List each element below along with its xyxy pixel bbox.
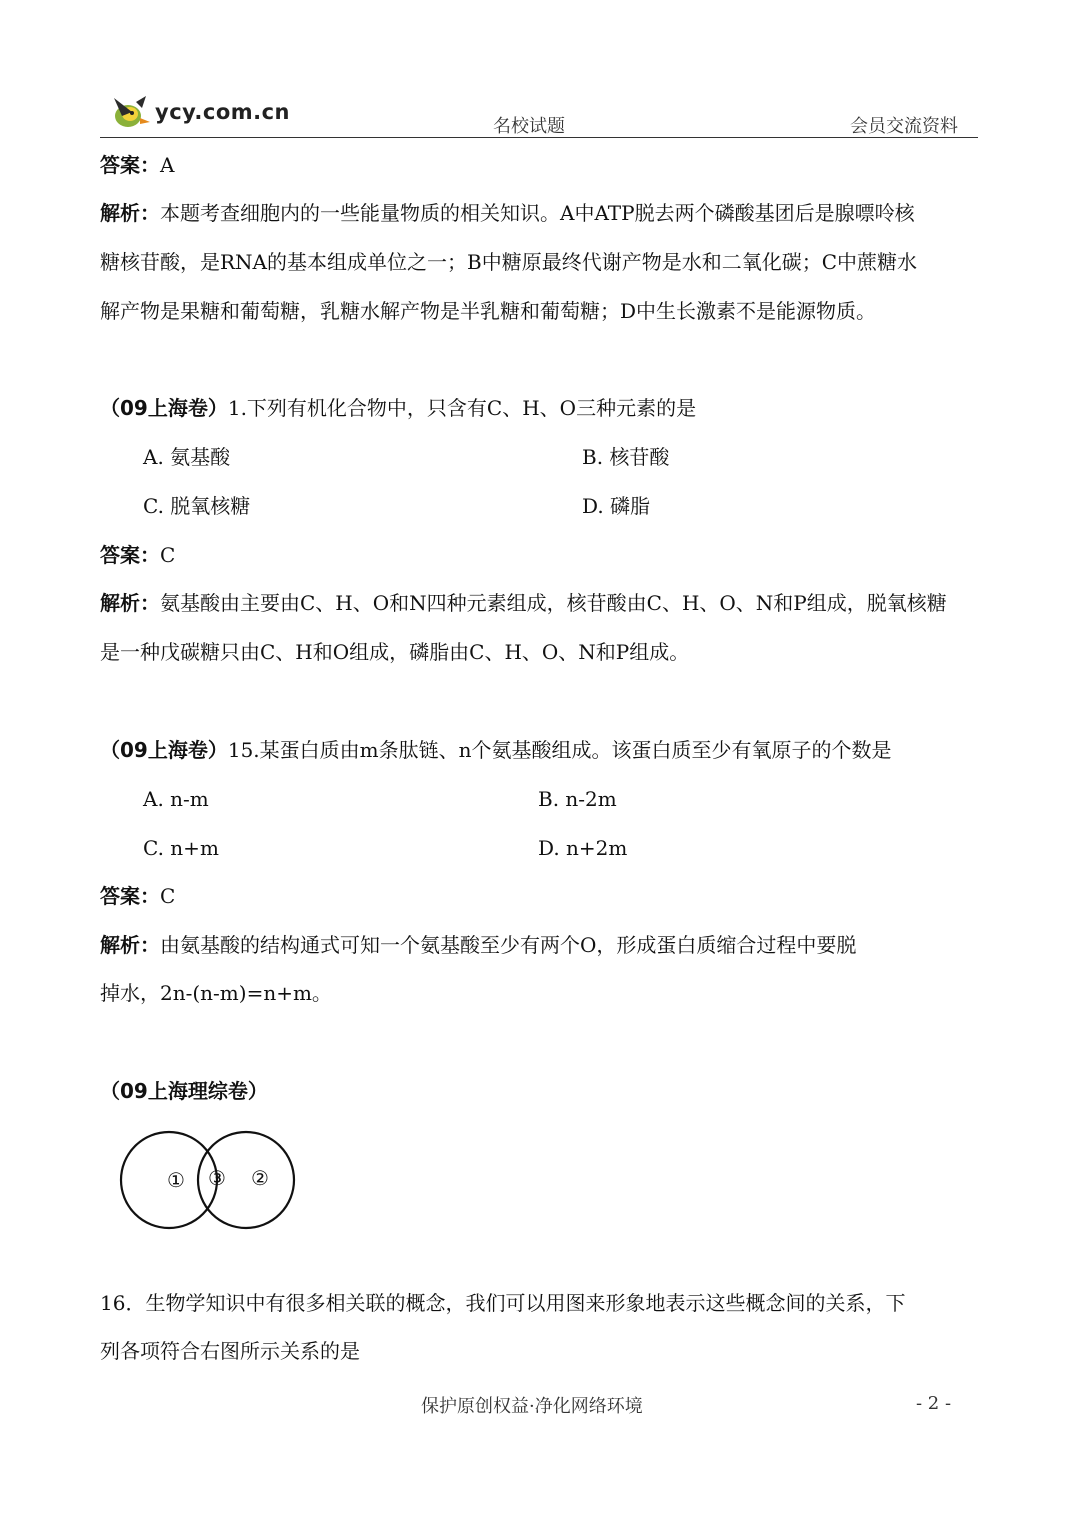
- analysis-line: 糖核苷酸，是RNA的基本组成单位之一；B中糖原最终代谢产物是水和二氧化碳；C中蔗糖水: [100, 250, 918, 274]
- answer-value: C: [160, 884, 176, 908]
- option-b: B. 核苷酸: [582, 445, 670, 469]
- venn-label-3: ③: [208, 1166, 226, 1190]
- question-source: （09上海卷）: [100, 738, 228, 762]
- option-c: C. 脱氧核糖: [143, 494, 251, 518]
- logo-bird-icon: [110, 92, 152, 132]
- question-stem: 列各项符合右图所示关系的是: [100, 1339, 360, 1363]
- analysis-line: 是一种戊碳糖只由C、H和O组成，磷脂由C、H、O、N和P组成。: [100, 640, 690, 664]
- option-d: D. n+2m: [538, 836, 628, 860]
- answer-line: [100, 884, 175, 908]
- venn-label-2: ②: [251, 1166, 269, 1190]
- answer-label: 答案：: [100, 884, 160, 908]
- option-d: D. 磷脂: [582, 494, 651, 518]
- option-a: A. 氨基酸: [143, 445, 231, 469]
- analysis-label: 解析：: [100, 933, 160, 957]
- option-b: B. n-2m: [538, 787, 617, 811]
- analysis-text: 由氨基酸的结构通式可知一个氨基酸至少有两个O，形成蛋白质缩合过程中要脱: [160, 933, 857, 957]
- question-text: 15.某蛋白质由m条肽链、n个氨基酸组成。该蛋白质至少有氧原子的个数是: [227, 738, 892, 762]
- question-stem: 16．生物学知识中有很多相关联的概念，我们可以用图来形象地表示这些概念间的关系，下: [100, 1291, 906, 1315]
- header-center: 名校试题: [493, 116, 565, 137]
- page-number: - 2 -: [916, 1393, 952, 1414]
- venn-diagram: [110, 1128, 305, 1233]
- question-source: （09上海理综卷）: [100, 1079, 268, 1103]
- question-stem: [100, 396, 696, 420]
- answer-value: C: [160, 543, 176, 567]
- option-c: C. n+m: [143, 836, 219, 860]
- question-text: 1.下列有机化合物中，只含有C、H、O三种元素的是: [227, 396, 697, 420]
- analysis-line: 掉水，2n-(n-m)=n+m。: [100, 981, 332, 1005]
- header-divider: [100, 137, 978, 138]
- analysis-text: 本题考查细胞内的一些能量物质的相关知识。A中ATP脱去两个磷酸基团后是腺嘌呤核: [160, 201, 915, 225]
- analysis-label: 解析：: [100, 201, 160, 225]
- venn-label-1: ①: [167, 1168, 185, 1192]
- question-source: （09上海卷）: [100, 396, 228, 420]
- option-a: A. n-m: [143, 787, 209, 811]
- analysis-line: [100, 201, 915, 225]
- answer-line: [100, 153, 174, 177]
- answer-value: A: [160, 153, 175, 177]
- logo-text: ycy.com.cn: [155, 100, 291, 124]
- answer-label: 答案：: [100, 153, 160, 177]
- answer-line: [100, 543, 175, 567]
- analysis-line: [100, 591, 947, 615]
- analysis-text: 氨基酸由主要由C、H、O和N四种元素组成，核苷酸由C、H、O、N和P组成，脱氧核糖: [160, 591, 947, 615]
- analysis-line: [100, 933, 856, 957]
- analysis-label: 解析：: [100, 591, 160, 615]
- footer-center: 保护原创权益·净化网络环境: [421, 1396, 643, 1417]
- question-stem: [100, 738, 892, 762]
- header-right: 会员交流资料: [850, 116, 958, 137]
- answer-label: 答案：: [100, 543, 160, 567]
- analysis-line: 解产物是果糖和葡萄糖，乳糖水解产物是半乳糖和葡萄糖；D中生长激素不是能源物质。: [100, 299, 877, 323]
